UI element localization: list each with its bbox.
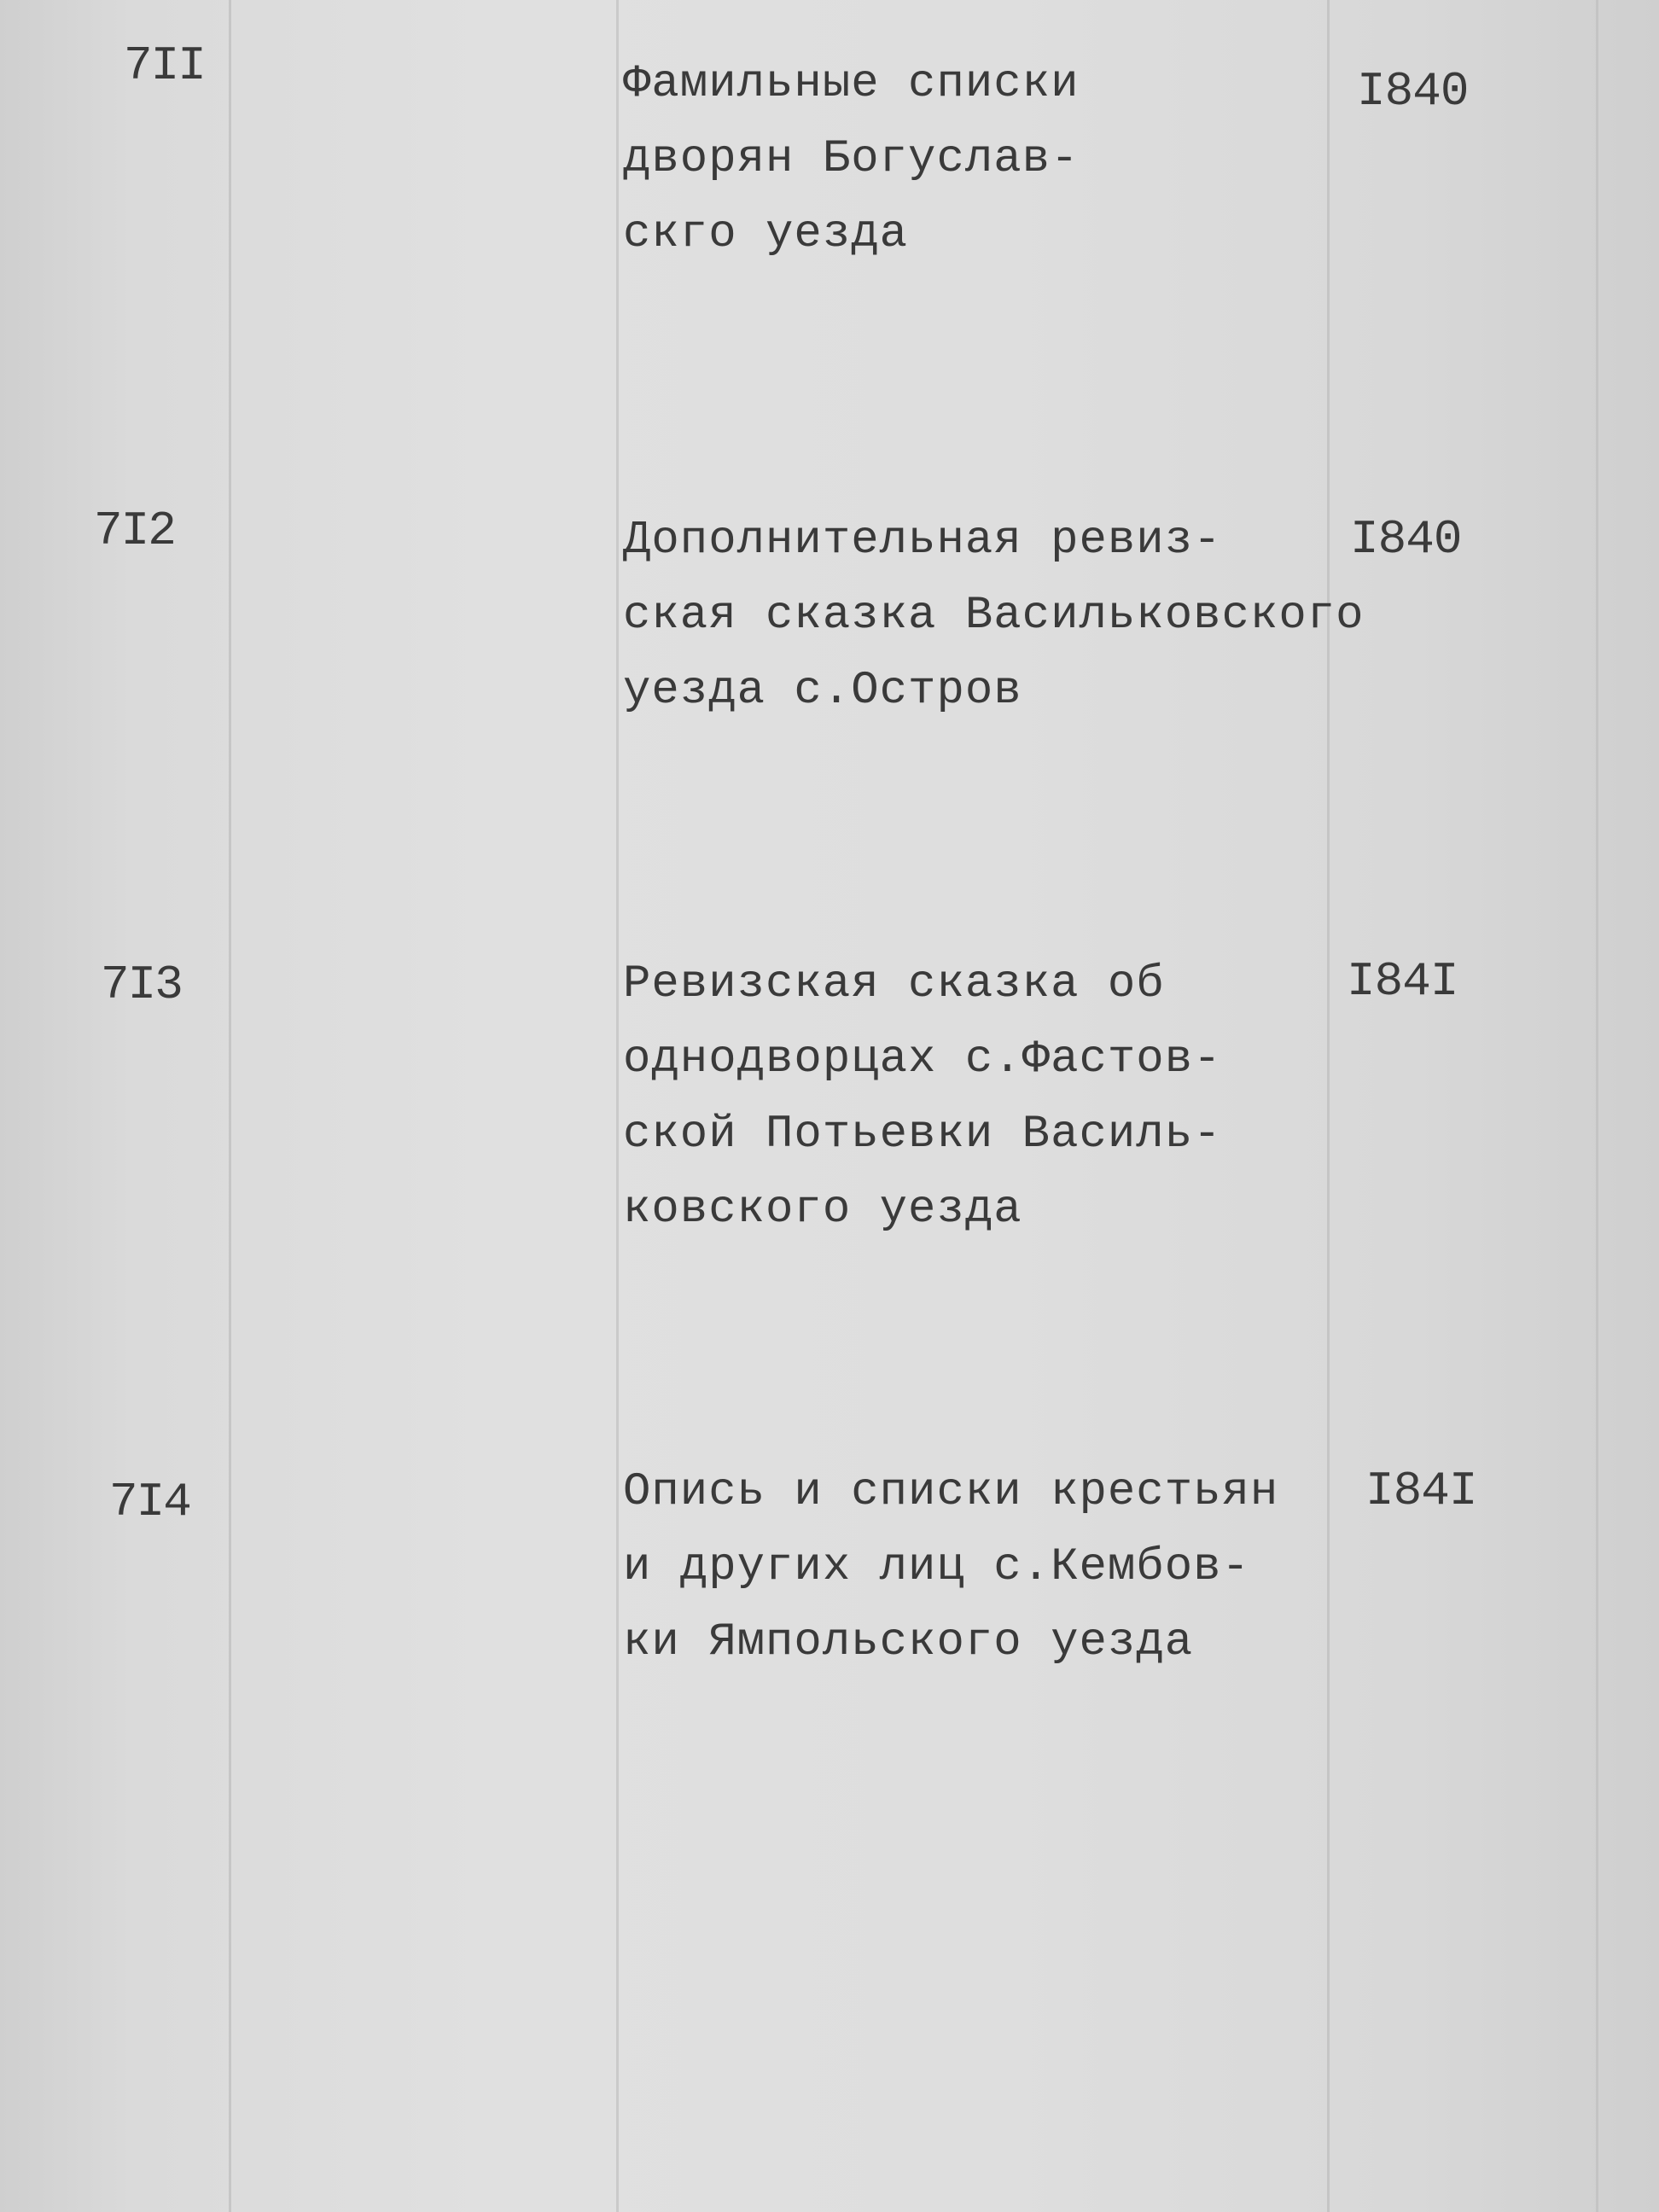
entry-description — [623, 947, 1222, 1248]
description-line: Дополнительная ревиз- — [623, 515, 1222, 567]
column-rule — [1327, 0, 1330, 2212]
entry-number: 7I3 — [101, 958, 182, 1012]
description-line: ской Потьевки Василь- — [623, 1109, 1222, 1161]
entry-year: I84I — [1347, 954, 1458, 1009]
entry-number: 7I2 — [94, 504, 175, 558]
description-line: скго уезда — [623, 208, 909, 260]
description-line: Фамильные списки — [623, 58, 1080, 110]
description-line: дворян Богуслав- — [623, 133, 1080, 185]
description-line: однодворцах с.Фастов- — [623, 1033, 1222, 1086]
description-line: Опись и списки крестьян — [623, 1466, 1279, 1518]
description-line: ская сказка Васильковского — [623, 590, 1365, 642]
description-line: ки Ямпольского уезда — [623, 1616, 1194, 1668]
entry-number: 7I4 — [109, 1475, 190, 1529]
entry-year: I840 — [1350, 512, 1462, 567]
column-rule — [616, 0, 619, 2212]
column-rule — [1596, 0, 1598, 2212]
description-line: и других лиц с.Кембов- — [623, 1541, 1250, 1593]
column-rule — [229, 0, 231, 2212]
entry-description — [623, 1455, 1278, 1680]
description-line: Ревизская сказка об — [623, 958, 1165, 1010]
entry-year: I84I — [1365, 1464, 1477, 1518]
description-line: уезда с.Остров — [623, 665, 1022, 717]
description-line: ковского уезда — [623, 1184, 1022, 1236]
entry-description — [623, 504, 1365, 729]
entry-number: 7II — [124, 38, 205, 93]
entry-year: I840 — [1357, 64, 1469, 119]
entry-description — [623, 47, 1079, 272]
